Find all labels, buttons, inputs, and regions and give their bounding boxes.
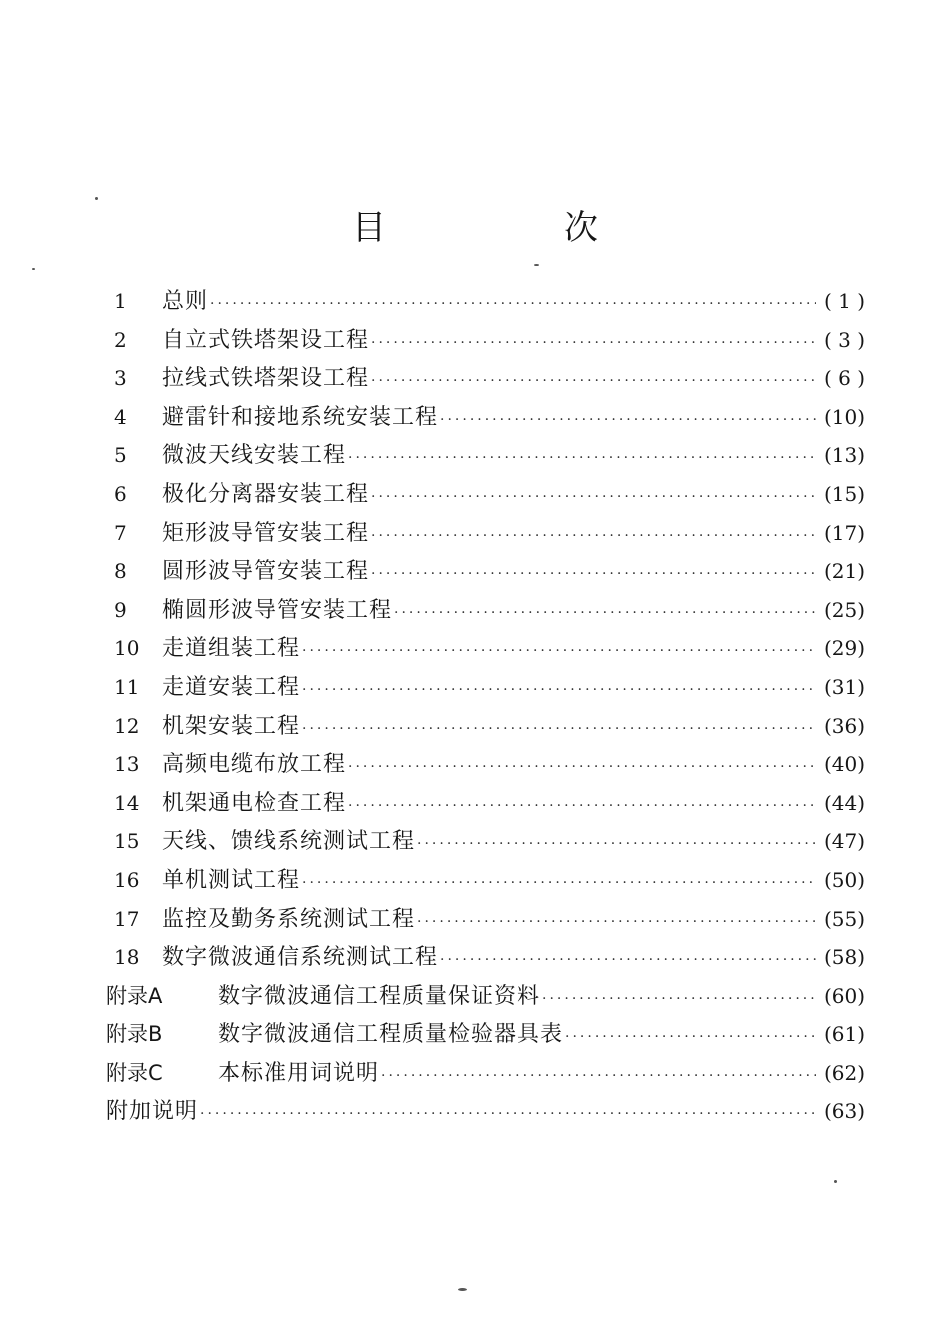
toc-entry-title: 单机测试工程 — [162, 867, 301, 893]
leader-dots — [371, 373, 816, 389]
toc-entry-page: (17) — [824, 520, 866, 545]
toc-entry-number: 4 — [114, 404, 127, 429]
toc-entry-title: 拉线式铁塔架设工程 — [162, 366, 370, 392]
toc-entry-additional-notes[interactable] — [106, 1094, 886, 1133]
toc-entry[interactable] — [106, 940, 886, 979]
leader-dots — [348, 450, 816, 466]
leader-dots — [417, 836, 816, 852]
toc-entry-title: 走道安装工程 — [162, 674, 301, 700]
toc-entry-number: 10 — [114, 636, 140, 661]
toc-entry-page: (61) — [824, 1022, 866, 1047]
toc-entry-number: 18 — [114, 945, 140, 970]
toc-entry-page: (29) — [824, 636, 866, 661]
toc-entry-title: 数字微波通信系统测试工程 — [162, 945, 439, 971]
scan-speck — [534, 264, 539, 266]
toc-entry-title: 附加说明 — [106, 1099, 199, 1125]
toc-entry[interactable] — [106, 824, 886, 863]
toc-entry-title: 天线、馈线系统测试工程 — [162, 829, 416, 855]
leader-dots — [371, 335, 816, 351]
toc-entry-page: (50) — [824, 867, 866, 892]
toc-entry[interactable] — [106, 477, 886, 516]
toc-entry-title: 避雷针和接地系统安装工程 — [162, 404, 439, 430]
toc-entry-number: 5 — [114, 443, 127, 468]
toc-entry-page: (10) — [824, 404, 866, 429]
leader-dots — [440, 952, 816, 968]
toc-entry-page: (60) — [824, 983, 866, 1008]
toc-entry[interactable] — [106, 709, 886, 748]
toc-entry-page: (15) — [824, 481, 866, 506]
toc-entry-page: (21) — [824, 559, 866, 584]
toc-entry-page: (62) — [824, 1060, 866, 1085]
toc-entry-number: 9 — [114, 597, 127, 622]
toc-entry-title: 机架通电检查工程 — [162, 790, 347, 816]
toc-entry-title: 数字微波通信工程质量检验器具表 — [218, 1022, 564, 1048]
toc-entry-page: ( 1 ) — [824, 289, 866, 313]
toc-entry-number: 16 — [114, 867, 140, 892]
scan-speck — [834, 1180, 837, 1183]
toc-entry-title: 椭圆形波导管安装工程 — [162, 597, 393, 623]
leader-dots — [542, 991, 816, 1007]
toc-entry-page: (36) — [824, 713, 866, 738]
leader-dots — [200, 1106, 816, 1122]
toc-entry-title: 矩形波导管安装工程 — [162, 520, 370, 546]
toc-appendix-entry[interactable] — [106, 1056, 886, 1095]
toc-entry-page: ( 6 ) — [824, 366, 866, 391]
toc-entry-title: 圆形波导管安装工程 — [162, 559, 370, 585]
leader-dots — [371, 489, 816, 505]
toc-appendix-label: 附录A — [106, 983, 163, 1008]
toc-entry-number: 3 — [114, 366, 127, 391]
toc-entry-number: 13 — [114, 752, 140, 777]
toc-entry-number: 11 — [114, 674, 140, 699]
toc-entry-title: 走道组装工程 — [162, 636, 301, 662]
toc-entry-number: 8 — [114, 559, 127, 584]
leader-dots — [302, 643, 816, 659]
toc-entry[interactable] — [106, 438, 886, 477]
toc-entry-title: 数字微波通信工程质量保证资料 — [218, 983, 541, 1009]
table-of-contents — [106, 284, 886, 1133]
toc-appendix-entry[interactable] — [106, 979, 886, 1018]
toc-entry-number: 17 — [114, 906, 140, 931]
toc-entry-title: 微波天线安装工程 — [162, 443, 347, 469]
toc-entry[interactable] — [106, 902, 886, 941]
leader-dots — [381, 1068, 816, 1084]
leader-dots — [348, 759, 816, 775]
scan-speck — [32, 268, 35, 270]
toc-entry[interactable] — [106, 361, 886, 400]
toc-entry-page: ( 3 ) — [824, 327, 866, 352]
toc-entry-title: 本标准用词说明 — [218, 1060, 380, 1086]
toc-entry-number: 14 — [114, 790, 140, 815]
toc-entry-page: (47) — [824, 829, 866, 854]
toc-entry-number: 12 — [114, 713, 140, 738]
toc-entry-page: (40) — [824, 752, 866, 777]
scan-speck — [458, 1288, 467, 1291]
toc-entry-title: 监控及勤务系统测试工程 — [162, 906, 416, 932]
toc-entry[interactable] — [106, 863, 886, 902]
toc-appendix-entry[interactable] — [106, 1017, 886, 1056]
toc-entry[interactable] — [106, 400, 886, 439]
toc-entry[interactable] — [106, 323, 886, 362]
toc-entry-page: (13) — [824, 443, 866, 468]
toc-entry-title: 总则 — [162, 289, 209, 314]
toc-entry-number: 1 — [114, 289, 127, 313]
toc-appendix-label: 附录C — [106, 1060, 163, 1085]
leader-dots — [371, 528, 816, 544]
toc-entry[interactable] — [106, 516, 886, 555]
toc-entry[interactable] — [106, 631, 886, 670]
toc-entry-page: (58) — [824, 945, 866, 970]
leader-dots — [302, 682, 816, 698]
leader-dots — [302, 721, 816, 737]
leader-dots — [371, 566, 816, 582]
page-title: 目 次 — [352, 208, 670, 248]
toc-appendix-label: 附录B — [106, 1022, 163, 1047]
leader-dots — [417, 914, 816, 930]
scan-speck — [95, 197, 98, 200]
leader-dots — [565, 1029, 816, 1045]
toc-entry-page: (31) — [824, 674, 866, 699]
toc-entry-page: (25) — [824, 597, 866, 622]
toc-entry[interactable] — [106, 554, 886, 593]
leader-dots — [302, 875, 816, 891]
toc-entry-number: 15 — [114, 829, 140, 854]
toc-entry-number: 6 — [114, 481, 127, 506]
toc-entry-number: 7 — [114, 520, 127, 545]
toc-entry[interactable] — [106, 593, 886, 632]
toc-entry-page: (44) — [824, 790, 866, 815]
leader-dots — [210, 296, 816, 312]
toc-entry[interactable] — [106, 284, 886, 323]
leader-dots — [394, 605, 816, 621]
toc-entry-title: 自立式铁塔架设工程 — [162, 327, 370, 353]
toc-entry-title: 极化分离器安装工程 — [162, 481, 370, 507]
leader-dots — [440, 412, 816, 428]
toc-entry-page: (63) — [824, 1099, 866, 1124]
leader-dots — [348, 798, 816, 814]
toc-entry-page: (55) — [824, 906, 866, 931]
toc-entry-number: 2 — [114, 327, 127, 352]
toc-entry-title: 机架安装工程 — [162, 713, 301, 739]
toc-entry[interactable] — [106, 747, 886, 786]
toc-entry[interactable] — [106, 670, 886, 709]
toc-entry-title: 高频电缆布放工程 — [162, 752, 347, 778]
toc-entry[interactable] — [106, 786, 886, 825]
